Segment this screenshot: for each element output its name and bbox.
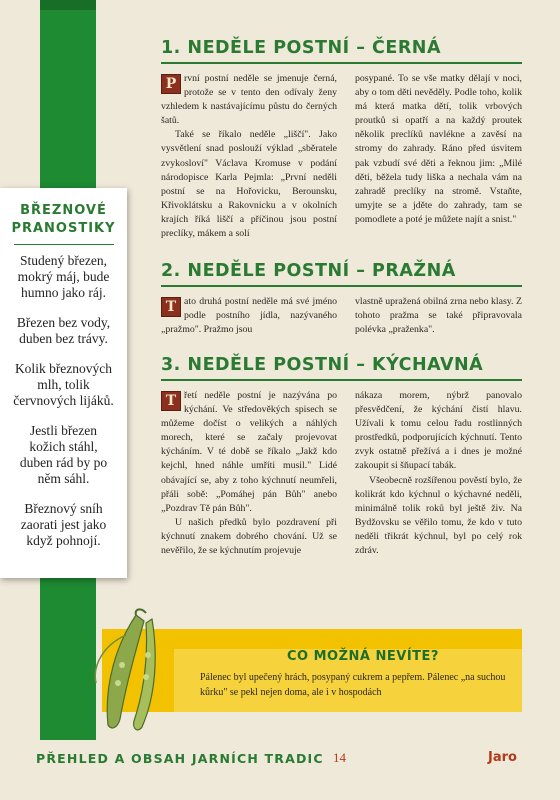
saying-5: Březnový sníh zaorati jest jako když pohnojí. xyxy=(20,501,107,548)
season-label: Jaro xyxy=(488,750,517,765)
pea-pods-illustration xyxy=(86,605,201,735)
section-3-rule xyxy=(161,379,522,381)
section-1-paragraph-1: rvní postní neděle se jmenuje černá, protože se v tento den odívaly ženy vzhledem k nastávajícímu půstu do černých šatů. xyxy=(161,73,337,127)
saying-4: Jestli březen kožich stáhl, duben rád by po něm sáhl. xyxy=(19,423,108,486)
sidebar-pranostiky xyxy=(0,188,127,578)
section-1-paragraph-2: Také se říkalo neděle „liščí". Jako vysvětlení snad poslouží výklad „sběratele zvykosloví" Václava Kromuse v podání národopisce Karla Pejmla: „První neděli postní se na Hořovicku, Berounsku, Křivoklátsku a Rakovnicku a v okolních krajích říká liščí a příčinou jsou postní preclíky, mákem a solí xyxy=(161,129,337,240)
section-3-paragraph-2: U našich předků bylo pozdravení při kýchnutí znakem dobrého chování. Už se nevěřilo, že se kýchnutím projevuje xyxy=(161,516,337,557)
info-box-text: Pálenec byl upečený hrách, posypaný cukrem a pepřem. Pálenec „na suchou kůrku" se pekl nejen doma, ale i v hospodách xyxy=(200,672,506,698)
green-band-top xyxy=(40,0,96,10)
section-3-left-column xyxy=(161,389,337,558)
section-3-paragraph-3: nákaza morem, nýbrž panovalo přesvědčení, že kýchání čistí hlavu. Užívali k tomu celou řadu rostlinných prostředků, podporujících kýchnutí. Tento zvyk ostatně přežívá a i dnes je možné zakoupit si šňupací tabák. xyxy=(355,390,522,472)
sidebar-rule xyxy=(14,244,114,245)
saying-2: Březen bez vody, duben bez trávy. xyxy=(16,315,111,346)
section-1-left-column xyxy=(161,72,337,241)
saying-1: Studený březen, mokrý máj, bude humno jako ráj. xyxy=(17,253,110,300)
saying-3: Kolik březnových mlh, tolik červnových lijáků. xyxy=(13,361,114,408)
dropcap: P xyxy=(161,74,181,94)
section-2-right-column xyxy=(355,295,522,337)
section-1-rule xyxy=(161,62,522,64)
dropcap: T xyxy=(161,391,181,411)
info-box-title: CO MOŽNÁ NEVÍTE? xyxy=(287,649,439,664)
section-3-right-column xyxy=(355,389,522,558)
section-1-right-column xyxy=(355,72,522,227)
section-3-paragraph-1: řetí neděle postní je nazývána po kýchání. Ve středověkých spisech se můžeme dočíst o velikých a náhlých morech, které se začaly projevovat kýcháním. V té době se říkalo „Jakž kdo kejchl, hned náhle umříti musil." Lidé obávající se, aby z toho kýchnutí neumřeli, přáli sobě: „Pomáhej pán Bůh" anebo „Pozdrav Tě pán Bůh". xyxy=(161,390,337,514)
section-1-title: 1. NEDĚLE POSTNÍ – ČERNÁ xyxy=(161,38,441,58)
footer-title: PŘEHLED A OBSAH JARNÍCH TRADIC xyxy=(36,751,324,766)
section-2-paragraph-2: vlastně upražená obilná zrna nebo klasy. Z tohoto pražma se také připravovala polévka „praženka". xyxy=(355,296,522,336)
section-2-paragraph-1: ato druhá postní neděle má své jméno podle postního jídla, nazývaného „pražmo". Pražmo jsou xyxy=(161,296,337,336)
section-1-paragraph-3: posypané. To se vše matky dělají v noci, aby o tom děti nevěděly. Podle toho, kolik má která matka dětí, tolik vrbových proutků si opatří a na každý proutek několik preclíků navlékne a zavěsí na stromy do zahrady. Ráno před úsvitem pak vzbudí své děti a řeknou jim: „Milé děti, běžela tudy liška a nechala vám na zahradě preclíky na stromě. Vstaňte, umyjte se a jděte do zahrady, tam se pomodlete a poté je můžete najít a snist." xyxy=(355,73,522,225)
section-2-rule xyxy=(161,285,522,287)
section-3-paragraph-4: Všeobecně rozšířenou pověstí bylo, že kolikrát kdo kýchnul o kýchavné neděli, minimálně tolik roků byl ještě živ. Na Bydžovsku se věřilo tomu, že kdo v tuto neděli třikrát kýchnul, byl po celý rok zdráv. xyxy=(355,474,522,557)
page-number: 14 xyxy=(333,750,346,765)
sidebar-title: BŘEZNOVÉ PRANOSTIKY xyxy=(11,203,116,236)
dropcap: T xyxy=(161,297,181,317)
section-2-left-column xyxy=(161,295,337,337)
section-2-title: 2. NEDĚLE POSTNÍ – PRAŽNÁ xyxy=(161,261,456,281)
section-3-title: 3. NEDĚLE POSTNÍ – KÝCHAVNÁ xyxy=(161,355,484,375)
